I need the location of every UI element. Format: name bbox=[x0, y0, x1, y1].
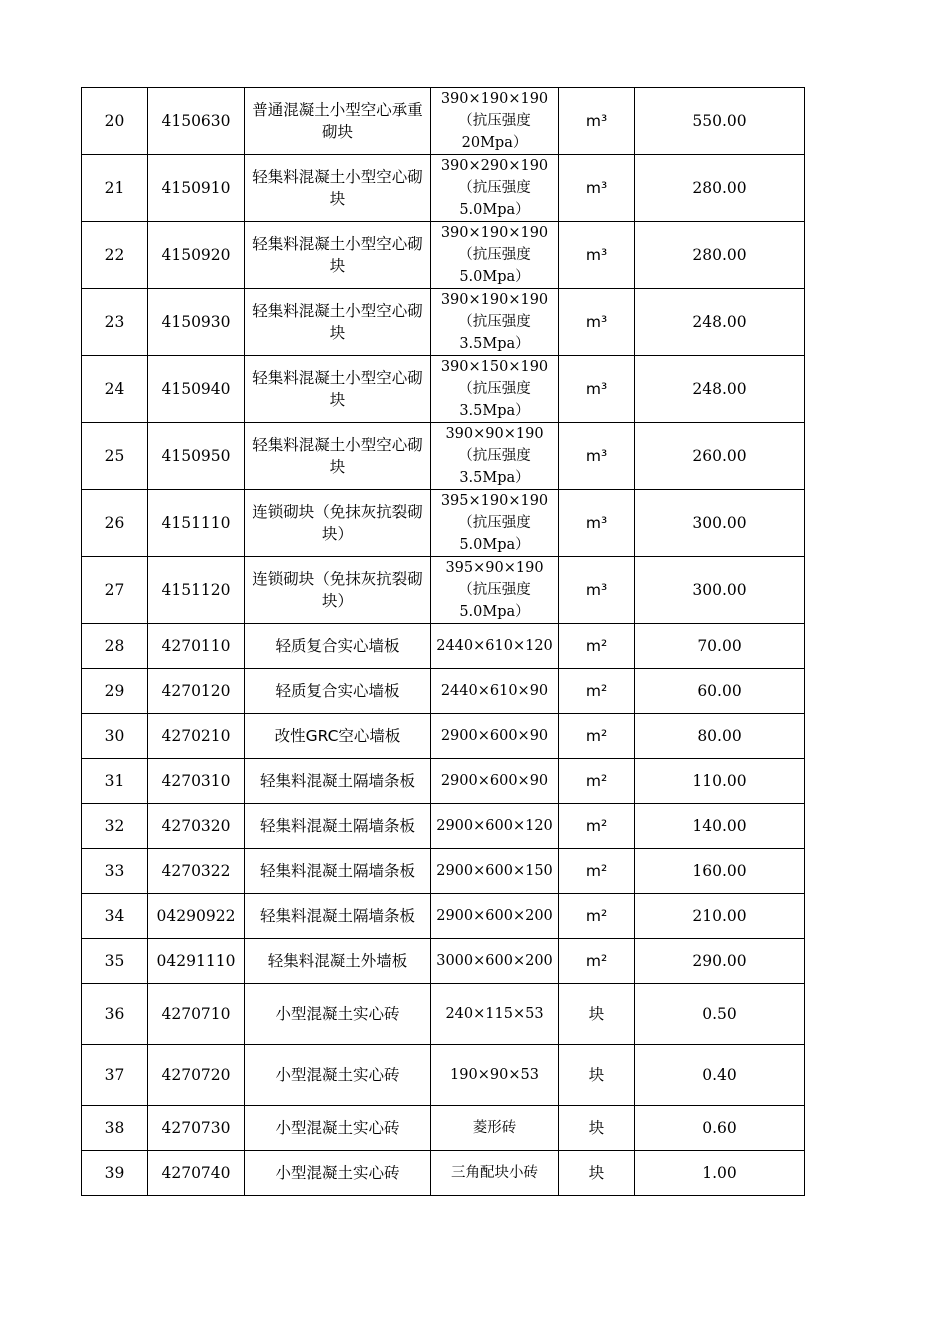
table-row bbox=[82, 759, 805, 804]
unit-cell: 块 bbox=[559, 1151, 635, 1196]
material-spec-cell: 2900×600×120 bbox=[431, 804, 559, 849]
table-row bbox=[82, 222, 805, 289]
row-number-cell: 24 bbox=[82, 356, 148, 423]
material-name-cell: 小型混凝土实心砖 bbox=[245, 1106, 431, 1151]
material-spec-cell: 240×115×53 bbox=[431, 984, 559, 1045]
unit-price-cell: 248.00 bbox=[635, 356, 805, 423]
unit-cell: m² bbox=[559, 624, 635, 669]
table-row bbox=[82, 155, 805, 222]
material-spec-cell: 390×290×190（抗压强度5.0Mpa） bbox=[431, 155, 559, 222]
material-name-cell: 连锁砌块（免抹灰抗裂砌块） bbox=[245, 557, 431, 624]
row-number-cell: 28 bbox=[82, 624, 148, 669]
material-name-cell: 小型混凝土实心砖 bbox=[245, 984, 431, 1045]
material-code-cell: 4151120 bbox=[148, 557, 245, 624]
table-row bbox=[82, 1151, 805, 1196]
table-row bbox=[82, 939, 805, 984]
unit-price-cell: 160.00 bbox=[635, 849, 805, 894]
material-spec-cell: 2900×600×90 bbox=[431, 714, 559, 759]
material-code-cell: 4270310 bbox=[148, 759, 245, 804]
material-name-cell: 小型混凝土实心砖 bbox=[245, 1045, 431, 1106]
material-price-table bbox=[81, 87, 805, 1196]
unit-cell: m² bbox=[559, 849, 635, 894]
table-row bbox=[82, 557, 805, 624]
unit-cell: m² bbox=[559, 894, 635, 939]
unit-price-cell: 300.00 bbox=[635, 490, 805, 557]
unit-cell: m³ bbox=[559, 490, 635, 557]
material-code-cell: 4150940 bbox=[148, 356, 245, 423]
unit-cell: m³ bbox=[559, 222, 635, 289]
row-number-cell: 30 bbox=[82, 714, 148, 759]
unit-price-cell: 0.50 bbox=[635, 984, 805, 1045]
material-name-cell: 轻集料混凝土小型空心砌块 bbox=[245, 222, 431, 289]
material-spec-cell: 390×150×190（抗压强度3.5Mpa） bbox=[431, 356, 559, 423]
material-code-cell: 4150910 bbox=[148, 155, 245, 222]
unit-cell: m² bbox=[559, 939, 635, 984]
table-row bbox=[82, 423, 805, 490]
unit-cell: m² bbox=[559, 714, 635, 759]
unit-cell: m³ bbox=[559, 289, 635, 356]
row-number-cell: 23 bbox=[82, 289, 148, 356]
material-spec-cell: 390×190×190（抗压强度20Mpa） bbox=[431, 88, 559, 155]
material-code-cell: 4270710 bbox=[148, 984, 245, 1045]
material-code-cell: 4270740 bbox=[148, 1151, 245, 1196]
material-spec-cell: 3000×600×200 bbox=[431, 939, 559, 984]
material-code-cell: 04290922 bbox=[148, 894, 245, 939]
unit-price-cell: 80.00 bbox=[635, 714, 805, 759]
unit-price-cell: 0.60 bbox=[635, 1106, 805, 1151]
table-row bbox=[82, 849, 805, 894]
row-number-cell: 22 bbox=[82, 222, 148, 289]
row-number-cell: 32 bbox=[82, 804, 148, 849]
unit-price-cell: 260.00 bbox=[635, 423, 805, 490]
row-number-cell: 21 bbox=[82, 155, 148, 222]
table-row bbox=[82, 490, 805, 557]
material-spec-cell: 2440×610×90 bbox=[431, 669, 559, 714]
table-body bbox=[82, 88, 805, 1196]
unit-price-cell: 140.00 bbox=[635, 804, 805, 849]
unit-cell: m² bbox=[559, 759, 635, 804]
material-code-cell: 4150950 bbox=[148, 423, 245, 490]
unit-price-cell: 210.00 bbox=[635, 894, 805, 939]
material-spec-cell: 菱形砖 bbox=[431, 1106, 559, 1151]
row-number-cell: 25 bbox=[82, 423, 148, 490]
material-code-cell: 4270320 bbox=[148, 804, 245, 849]
material-name-cell: 轻集料混凝土隔墙条板 bbox=[245, 804, 431, 849]
row-number-cell: 34 bbox=[82, 894, 148, 939]
table-row bbox=[82, 804, 805, 849]
table-row bbox=[82, 669, 805, 714]
material-spec-cell: 2440×610×120 bbox=[431, 624, 559, 669]
material-name-cell: 轻集料混凝土隔墙条板 bbox=[245, 759, 431, 804]
unit-cell: m³ bbox=[559, 557, 635, 624]
unit-price-cell: 300.00 bbox=[635, 557, 805, 624]
unit-price-cell: 0.40 bbox=[635, 1045, 805, 1106]
material-spec-cell: 395×190×190（抗压强度5.0Mpa） bbox=[431, 490, 559, 557]
row-number-cell: 39 bbox=[82, 1151, 148, 1196]
material-spec-cell: 390×90×190（抗压强度3.5Mpa） bbox=[431, 423, 559, 490]
table-row bbox=[82, 624, 805, 669]
unit-price-cell: 280.00 bbox=[635, 155, 805, 222]
material-spec-cell: 395×90×190（抗压强度5.0Mpa） bbox=[431, 557, 559, 624]
material-name-cell: 轻集料混凝土小型空心砌块 bbox=[245, 289, 431, 356]
material-name-cell: 轻集料混凝土隔墙条板 bbox=[245, 894, 431, 939]
row-number-cell: 20 bbox=[82, 88, 148, 155]
material-spec-cell: 2900×600×90 bbox=[431, 759, 559, 804]
material-spec-cell: 190×90×53 bbox=[431, 1045, 559, 1106]
unit-cell: 块 bbox=[559, 1045, 635, 1106]
material-code-cell: 4150920 bbox=[148, 222, 245, 289]
material-name-cell: 改性GRC空心墙板 bbox=[245, 714, 431, 759]
unit-cell: m² bbox=[559, 669, 635, 714]
unit-cell: m³ bbox=[559, 155, 635, 222]
material-spec-cell: 2900×600×150 bbox=[431, 849, 559, 894]
material-code-cell: 4151110 bbox=[148, 490, 245, 557]
unit-price-cell: 1.00 bbox=[635, 1151, 805, 1196]
material-name-cell: 连锁砌块（免抹灰抗裂砌块） bbox=[245, 490, 431, 557]
material-code-cell: 4270120 bbox=[148, 669, 245, 714]
material-name-cell: 轻集料混凝土小型空心砌块 bbox=[245, 356, 431, 423]
table-row bbox=[82, 289, 805, 356]
material-spec-cell: 390×190×190（抗压强度3.5Mpa） bbox=[431, 289, 559, 356]
material-code-cell: 04291110 bbox=[148, 939, 245, 984]
unit-cell: m³ bbox=[559, 423, 635, 490]
unit-price-cell: 110.00 bbox=[635, 759, 805, 804]
unit-cell: m³ bbox=[559, 356, 635, 423]
row-number-cell: 31 bbox=[82, 759, 148, 804]
material-code-cell: 4270322 bbox=[148, 849, 245, 894]
material-spec-cell: 390×190×190（抗压强度5.0Mpa） bbox=[431, 222, 559, 289]
table-row bbox=[82, 356, 805, 423]
table-row bbox=[82, 894, 805, 939]
material-name-cell: 轻集料混凝土外墙板 bbox=[245, 939, 431, 984]
unit-price-cell: 280.00 bbox=[635, 222, 805, 289]
unit-price-cell: 290.00 bbox=[635, 939, 805, 984]
unit-cell: m² bbox=[559, 804, 635, 849]
material-code-cell: 4150630 bbox=[148, 88, 245, 155]
material-code-cell: 4150930 bbox=[148, 289, 245, 356]
row-number-cell: 36 bbox=[82, 984, 148, 1045]
row-number-cell: 26 bbox=[82, 490, 148, 557]
material-name-cell: 轻质复合实心墙板 bbox=[245, 669, 431, 714]
table-row bbox=[82, 88, 805, 155]
row-number-cell: 27 bbox=[82, 557, 148, 624]
material-code-cell: 4270730 bbox=[148, 1106, 245, 1151]
material-name-cell: 普通混凝土小型空心承重砌块 bbox=[245, 88, 431, 155]
row-number-cell: 38 bbox=[82, 1106, 148, 1151]
unit-price-cell: 550.00 bbox=[635, 88, 805, 155]
table-row bbox=[82, 984, 805, 1045]
table-row bbox=[82, 714, 805, 759]
material-spec-cell: 2900×600×200 bbox=[431, 894, 559, 939]
row-number-cell: 37 bbox=[82, 1045, 148, 1106]
material-spec-cell: 三角配块小砖 bbox=[431, 1151, 559, 1196]
table-row bbox=[82, 1106, 805, 1151]
material-name-cell: 小型混凝土实心砖 bbox=[245, 1151, 431, 1196]
material-code-cell: 4270210 bbox=[148, 714, 245, 759]
table-row bbox=[82, 1045, 805, 1106]
material-name-cell: 轻质复合实心墙板 bbox=[245, 624, 431, 669]
material-code-cell: 4270110 bbox=[148, 624, 245, 669]
row-number-cell: 35 bbox=[82, 939, 148, 984]
material-name-cell: 轻集料混凝土小型空心砌块 bbox=[245, 155, 431, 222]
unit-price-cell: 248.00 bbox=[635, 289, 805, 356]
material-code-cell: 4270720 bbox=[148, 1045, 245, 1106]
unit-price-cell: 60.00 bbox=[635, 669, 805, 714]
unit-cell: 块 bbox=[559, 984, 635, 1045]
material-name-cell: 轻集料混凝土小型空心砌块 bbox=[245, 423, 431, 490]
material-name-cell: 轻集料混凝土隔墙条板 bbox=[245, 849, 431, 894]
row-number-cell: 33 bbox=[82, 849, 148, 894]
unit-cell: m³ bbox=[559, 88, 635, 155]
row-number-cell: 29 bbox=[82, 669, 148, 714]
unit-price-cell: 70.00 bbox=[635, 624, 805, 669]
unit-cell: 块 bbox=[559, 1106, 635, 1151]
